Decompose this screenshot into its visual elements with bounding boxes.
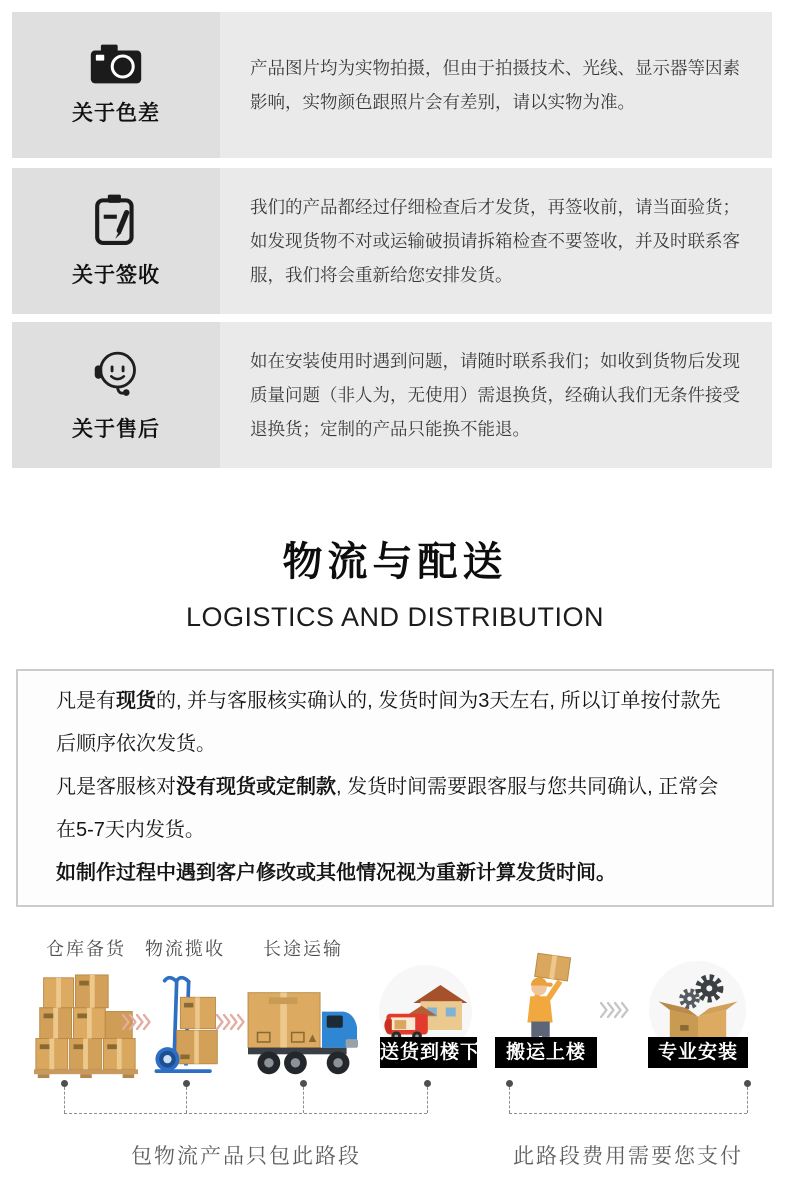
policy-text: 凡是有 [56, 690, 116, 712]
flow-step-badge: 搬运上楼 [495, 1037, 597, 1068]
flow-step-pickup [141, 935, 229, 1077]
notice-text: 如在安装使用时遇到问题，请随时联系我们；如收到货物后发现质量问题（非人为，无使用）需退换货，经确认我们无条件接受退换货；定制的产品只能换不能退。 [250, 351, 740, 439]
service-notices [0, 0, 790, 468]
flow-step-badge: 送货到楼下 [380, 1037, 477, 1068]
section-title: 物流与配送 [282, 540, 508, 584]
paid-route-caption: 此路段费用需要您支付 [513, 1145, 743, 1168]
flow-step-label: 物流揽收 [145, 939, 225, 959]
policy-line-2 [56, 766, 732, 852]
route-dot [303, 1087, 304, 1113]
route-dot [64, 1087, 65, 1113]
logistics-header [0, 478, 790, 633]
route-coverage [0, 1080, 790, 1183]
included-route-caption: 包物流产品只包此路段 [131, 1145, 361, 1168]
notice-text: 我们的产品都经过仔细检查后才发货，再签收前，请当面验货；如发现货物不对或运输破损请拆箱检查不要签收，并及时联系客服，我们将会重新给您安排发货。 [250, 197, 740, 285]
notice-text: 产品图片均为实物拍摄，但由于拍摄技术、光线、显示器等因素影响，实物颜色跟照片会有差别，请以实物为准。 [250, 58, 740, 112]
notice-color-difference-header [12, 12, 220, 158]
policy-highlight-in-stock: 现货 [116, 690, 156, 712]
customer-service-headset-icon [90, 347, 142, 401]
policy-highlight-custom: 没有现货或定制款 [176, 776, 336, 798]
notice-body [220, 12, 772, 158]
paid-route-bracket [509, 1080, 747, 1114]
notice-body [220, 322, 772, 468]
notice-color-difference [12, 12, 772, 158]
notice-after-sales [12, 322, 772, 468]
route-dot [427, 1087, 428, 1113]
route-dot [509, 1087, 510, 1113]
logistics-flow [0, 935, 790, 1077]
flow-step-warehouse [28, 935, 144, 1079]
notice-label: 关于售后 [72, 418, 160, 441]
policy-text: 的, 并与客服核实确认的, 发货时间为3天左右, 所以订单按付款先后顺序依次发货。 [56, 690, 721, 755]
clipboard-pen-icon [93, 193, 139, 247]
flow-step-long-haul [243, 935, 363, 1078]
camera-icon [89, 43, 143, 85]
notice-after-sales-header [12, 322, 220, 468]
notice-sign-receipt [12, 168, 772, 314]
notice-sign-receipt-header [12, 168, 220, 314]
cargo-truck-icon [246, 987, 360, 1078]
included-route-bracket [64, 1080, 427, 1114]
policy-line-1 [56, 680, 732, 766]
hand-truck-icon [149, 973, 221, 1077]
route-dot [747, 1087, 748, 1113]
route-dot [186, 1087, 187, 1113]
notice-body [220, 168, 772, 314]
section-subtitle: LOGISTICS AND DISTRIBUTION [185, 602, 605, 632]
chevron-right-icon [599, 1001, 629, 1019]
notice-label: 关于色差 [72, 102, 160, 125]
policy-line-3: 如制作过程中遇到客户修改或其他情况视为重新计算发货时间。 [56, 862, 616, 884]
notice-label: 关于签收 [72, 264, 160, 287]
shipping-policy-box [16, 669, 774, 907]
policy-text: , 发货时间需要跟客服与您共同确认, 正常会在5-7天内发货。 [56, 776, 719, 841]
flow-step-label: 长途运输 [263, 939, 343, 959]
policy-text: 凡是客服核对 [56, 776, 176, 798]
chevron-right-icon [215, 1013, 245, 1031]
flow-step-badge: 专业安装 [648, 1037, 748, 1068]
flow-step-label: 仓库备货 [46, 939, 126, 959]
